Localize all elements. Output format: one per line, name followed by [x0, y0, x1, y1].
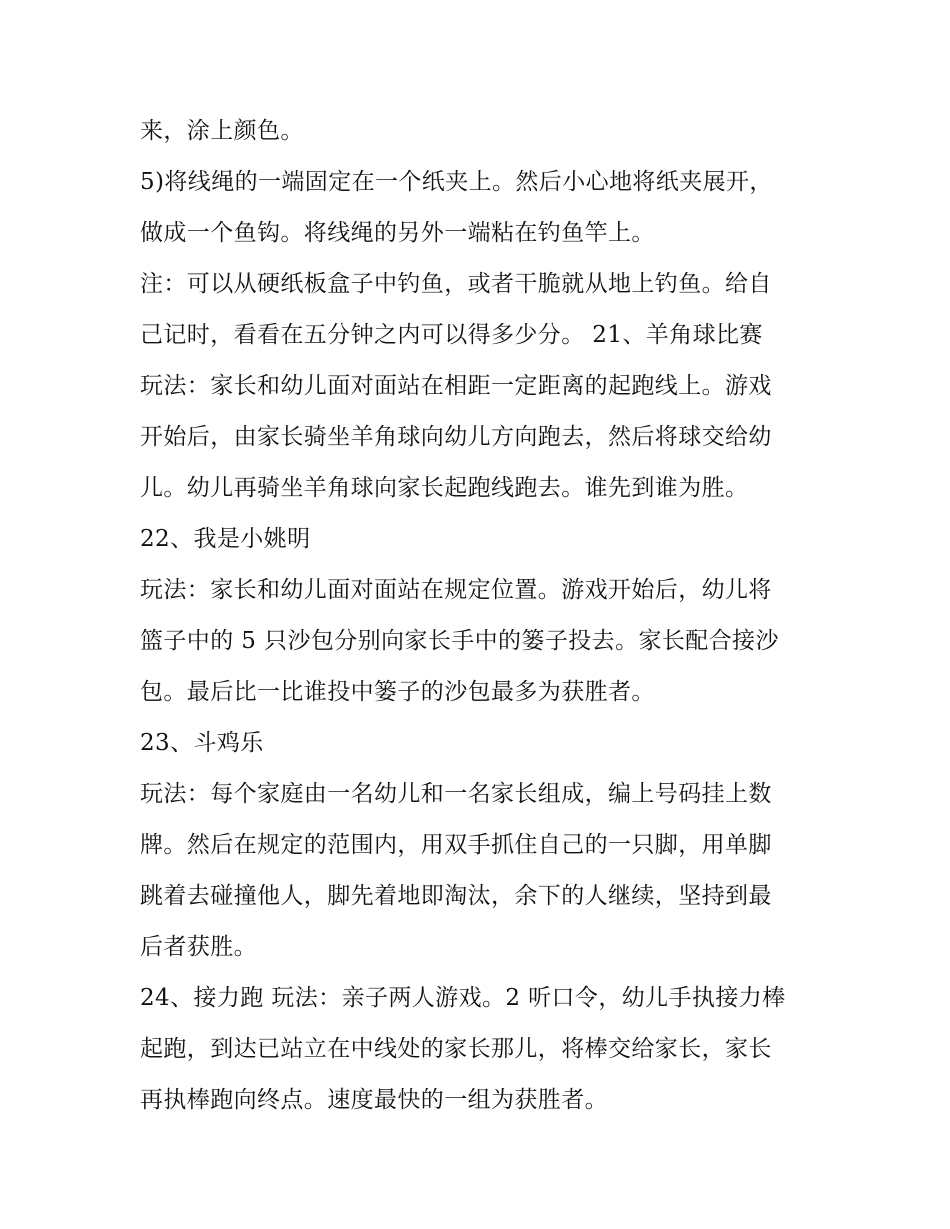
text-line: 己记时，看看在五分钟之内可以得多少分。 21、羊角球比赛	[140, 322, 763, 348]
text-line: 跳着去碰撞他人，脚先着地即淘汰，余下的人继续，坚持到最	[140, 883, 772, 909]
section-heading: 22、我是小姚明	[140, 526, 311, 552]
text-line: 再执棒跑向终点。速度最快的一组为获胜者。	[140, 1087, 608, 1113]
text-line: 玩法：家长和幼儿面对面站在相距一定距离的起跑线上。游戏	[140, 373, 772, 399]
text-line: 后者获胜。	[140, 934, 257, 960]
text-line: 开始后，由家长骑坐羊角球向幼儿方向跑去，然后将球交给幼	[140, 424, 772, 450]
text-line: 儿。幼儿再骑坐羊角球向家长起跑线跑去。谁先到谁为胜。	[140, 475, 749, 501]
document-page	[140, 106, 820, 1126]
text-line: 玩法：家长和幼儿面对面站在规定位置。游戏开始后，幼儿将	[140, 577, 772, 603]
text-line: 玩法：每个家庭由一名幼儿和一名家长组成，编上号码挂上数	[140, 781, 772, 807]
section-heading: 23、斗鸡乐	[140, 730, 264, 756]
text-line: 5)将线绳的一端固定在一个纸夹上。然后小心地将纸夹展开，	[140, 169, 773, 195]
text-line: 包。最后比一比谁投中篓子的沙包最多为获胜者。	[140, 679, 655, 705]
text-line: 牌。然后在规定的范围内，用双手抓住自己的一只脚，用单脚	[140, 832, 772, 858]
text-line: 篮子中的 5 只沙包分别向家长手中的篓子投去。家长配合接沙	[140, 628, 779, 654]
text-line: 注：可以从硬纸板盒子中钓鱼，或者干脆就从地上钓鱼。给自	[140, 271, 772, 297]
text-line: 24、接力跑 玩法：亲子两人游戏。2 听口令，幼儿手执接力棒	[140, 985, 786, 1011]
text-line: 做成一个鱼钩。将线绳的另外一端粘在钓鱼竿上。	[140, 220, 655, 246]
text-line: 起跑，到达已站立在中线处的家长那儿，将棒交给家长，家长	[140, 1036, 772, 1062]
text-line: 来，涂上颜色。	[140, 118, 304, 144]
